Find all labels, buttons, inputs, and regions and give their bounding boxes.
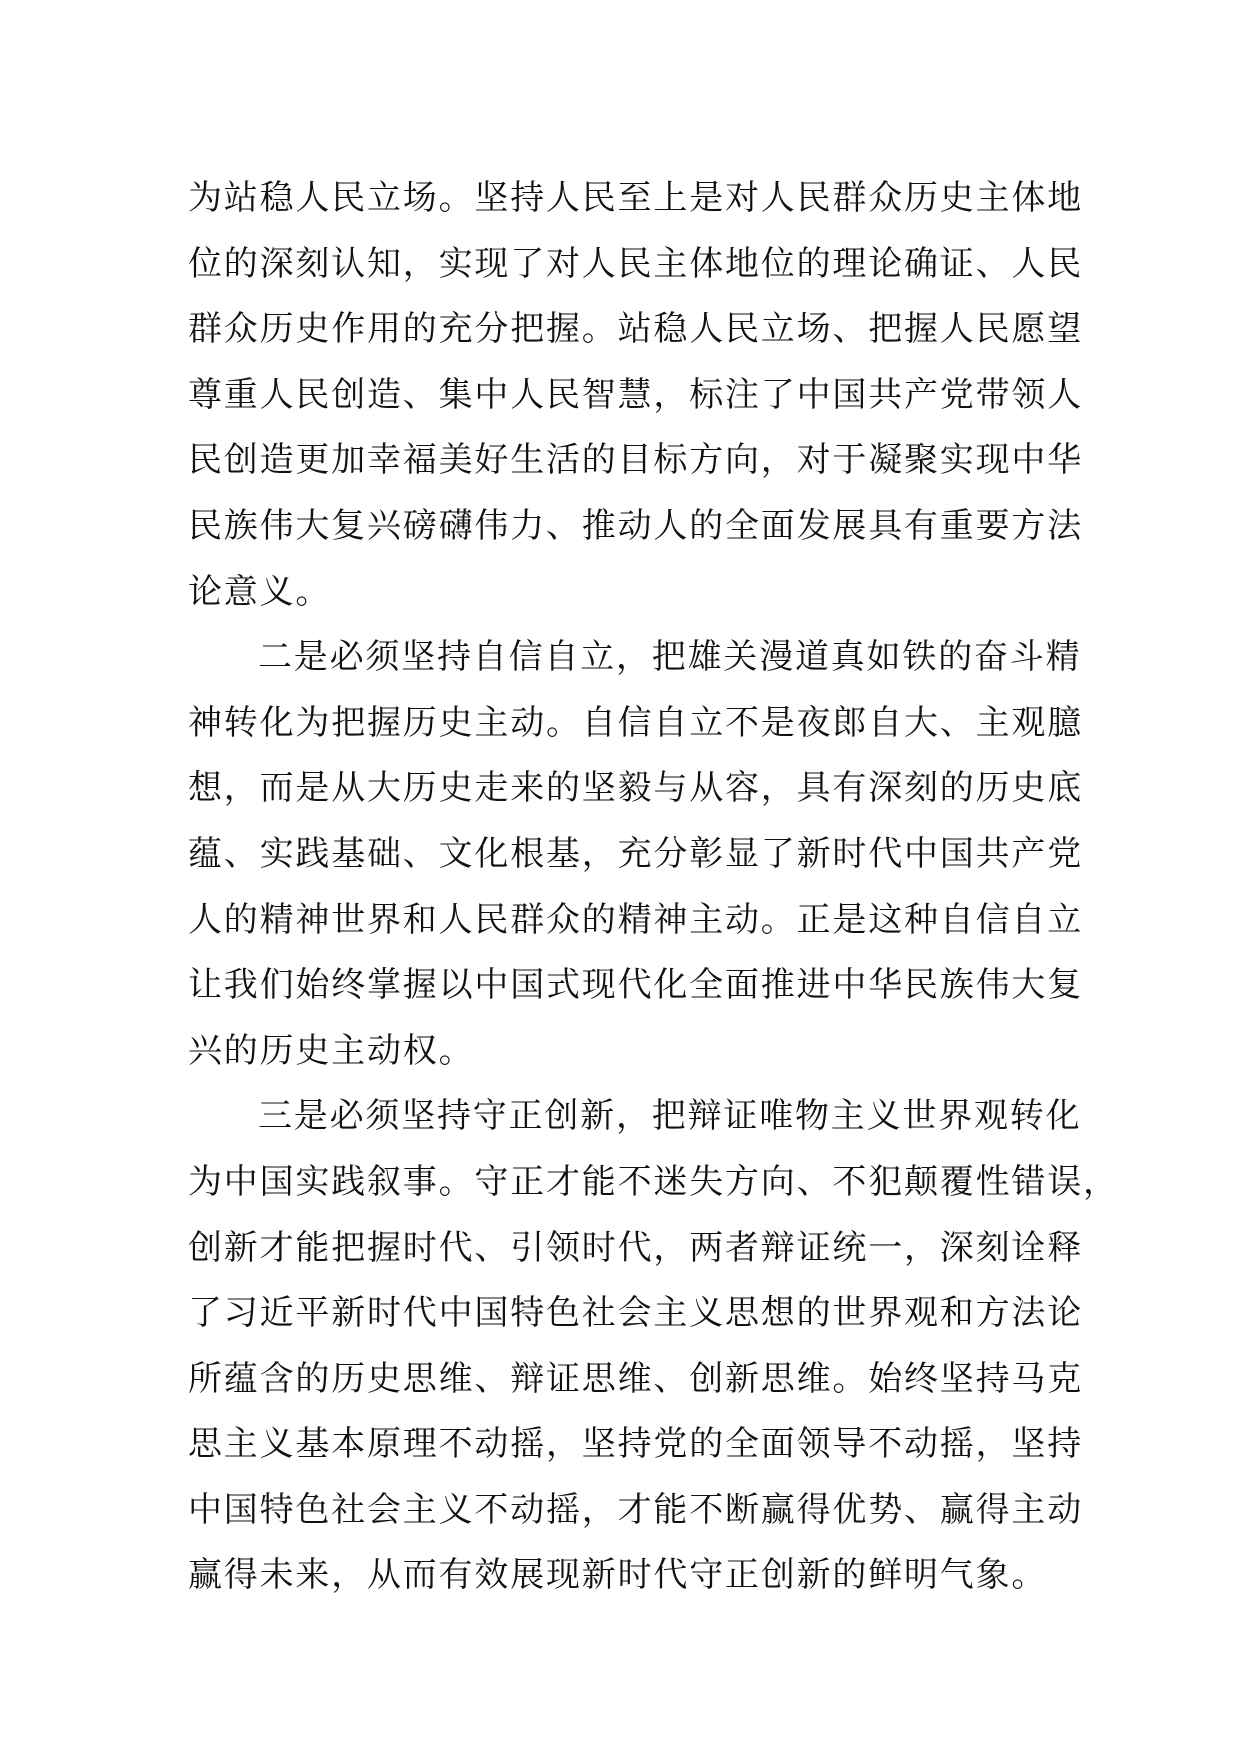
text-line: 民创造更加幸福美好生活的目标方向，对于凝聚实现中华 [188, 440, 1083, 481]
text-line: 位的深刻认知，实现了对人民主体地位的理论确证、人民 [188, 243, 1083, 284]
text-line: 想，而是从大历史走来的坚毅与从容，具有深刻的历史底 [188, 768, 1083, 809]
text-line: 人的精神世界和人民群众的精神主动。正是这种自信自立 [188, 899, 1083, 940]
document-body [188, 166, 1119, 1609]
text-line: 中国特色社会主义不动摇，才能不断赢得优势、赢得主动 [188, 1489, 1083, 1530]
text-line: 赢得未来，从而有效展现新时代守正创新的鲜明气象。 [188, 1555, 1048, 1596]
text-line: 了习近平新时代中国特色社会主义思想的世界观和方法论 [188, 1293, 1083, 1334]
paragraph-2 [188, 625, 1083, 1084]
text-line: 论意义。 [188, 571, 332, 612]
text-line: 三是必须坚持守正创新，把辩证唯物主义世界观转化 [258, 1096, 1082, 1137]
text-line: 所蕴含的历史思维、辩证思维、创新思维。始终坚持马克 [188, 1358, 1083, 1399]
text-line: 兴的历史主动权。 [188, 1030, 475, 1071]
text-line: 二是必须坚持自信自立，把雄关漫道真如铁的奋斗精 [258, 637, 1082, 678]
text-line: 为中国实践叙事。守正才能不迷失方向、不犯颠覆性错误， [188, 1161, 1119, 1202]
text-line: 尊重人民创造、集中人民智慧，标注了中国共产党带领人 [188, 374, 1083, 415]
text-line: 思主义基本原理不动摇，坚持党的全面领导不动摇，坚持 [188, 1424, 1083, 1465]
text-line: 民族伟大复兴磅礴伟力、推动人的全面发展具有重要方法 [188, 505, 1083, 546]
text-line: 创新才能把握时代、引领时代，两者辩证统一，深刻诠释 [188, 1227, 1083, 1268]
text-line: 群众历史作用的充分把握。站稳人民立场、把握人民愿望 [188, 309, 1083, 350]
text-line: 让我们始终掌握以中国式现代化全面推进中华民族伟大复 [188, 965, 1083, 1006]
text-line: 神转化为把握历史主动。自信自立不是夜郎自大、主观臆 [188, 702, 1083, 743]
text-line: 蕴、实践基础、文化根基，充分彰显了新时代中国共产党 [188, 833, 1083, 874]
paragraph-1 [188, 166, 1083, 625]
text-line: 为站稳人民立场。坚持人民至上是对人民群众历史主体地 [188, 178, 1083, 218]
paragraph-3 [188, 1084, 1119, 1609]
